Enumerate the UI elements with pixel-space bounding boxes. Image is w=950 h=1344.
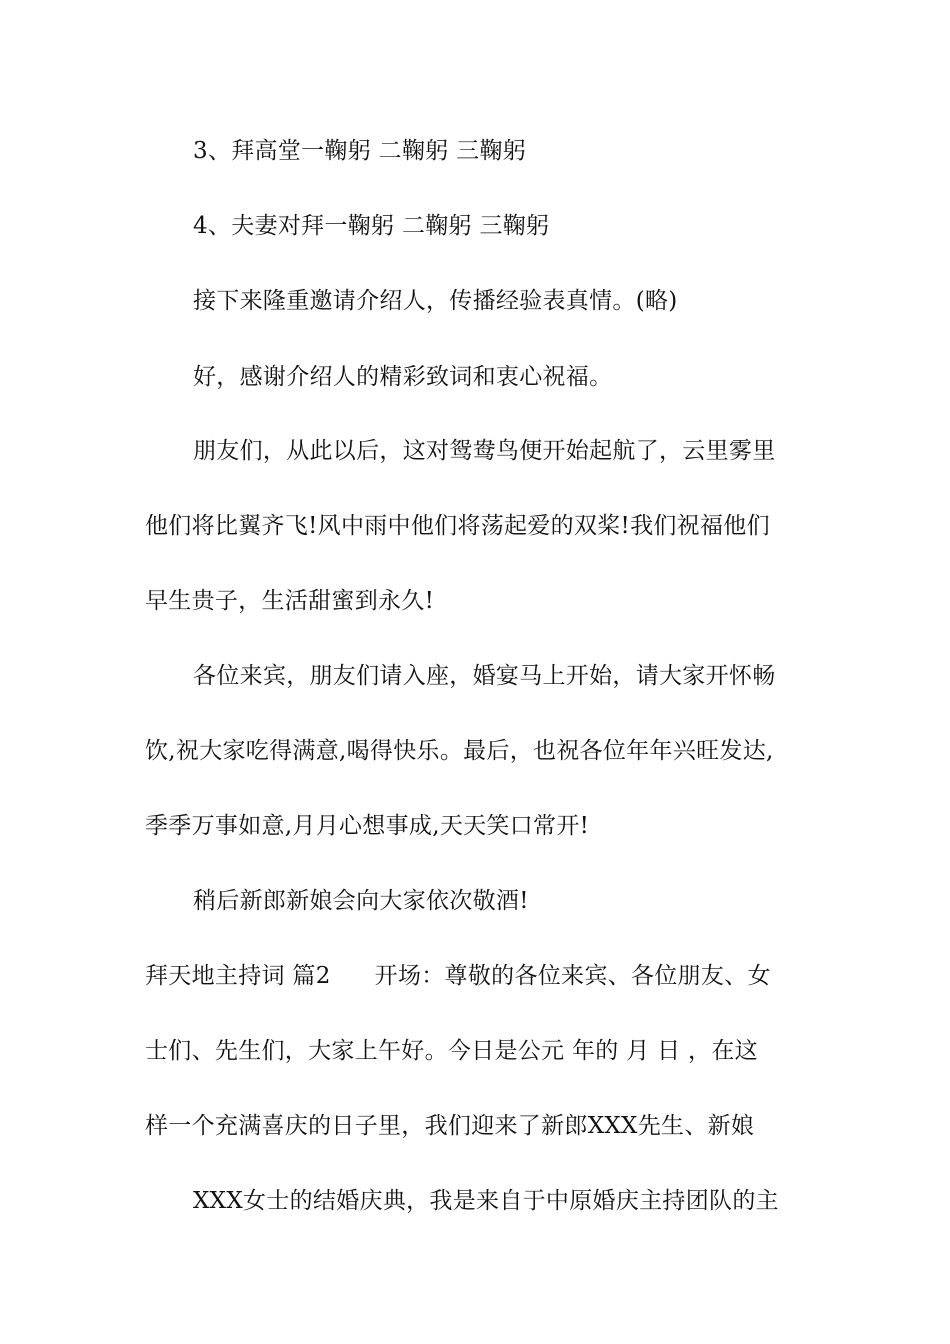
text-line-1: 3、拜高堂一鞠躬 二鞠躬 三鞠躬 — [193, 138, 527, 164]
text-line-3: 接下来隆重邀请介绍人，传播经验表真情。(略) — [193, 288, 678, 314]
text-line-13: 样一个充满喜庆的日子里，我们迎来了新郎XXX先生、新娘 — [145, 1113, 755, 1139]
text-line-7: 早生贵子，生活甜蜜到永久! — [145, 588, 435, 614]
text-line-4: 好，感谢介绍人的精彩致词和衷心祝福。 — [193, 364, 613, 390]
text-line-2: 4、夫妻对拜一鞠躬 二鞠躬 三鞠躬 — [193, 213, 550, 239]
section-title: 拜天地主持词 篇2 — [145, 963, 331, 989]
text-line-12: 士们、先生们，大家上午好。今日是公元 年的 月 日 ，在这 — [145, 1038, 758, 1064]
section-opening-text: 开场：尊敬的各位来宾、各位朋友、女 — [374, 963, 771, 989]
text-line-8: 各位来宾，朋友们请入座，婚宴马上开始，请大家开怀畅 — [193, 663, 776, 689]
text-line-5: 朋友们，从此以后，这对鸳鸯鸟便开始起航了，云里雾里 — [193, 438, 776, 464]
text-line-11: 稍后新郎新娘会向大家依次敬酒! — [193, 888, 529, 914]
text-line-14: XXX女士的结婚庆典，我是来自于中原婚庆主持团队的主 — [193, 1188, 779, 1214]
text-line-10: 季季万事如意,月月心想事成,天天笑口常开! — [145, 813, 590, 839]
text-line-9: 饮,祝大家吃得满意,喝得快乐。最后，也祝各位年年兴旺发达, — [145, 738, 774, 764]
text-line-6: 他们将比翼齐飞!风中雨中他们将荡起爱的双桨!我们祝福他们 — [145, 513, 770, 539]
section-heading-line — [145, 961, 810, 991]
